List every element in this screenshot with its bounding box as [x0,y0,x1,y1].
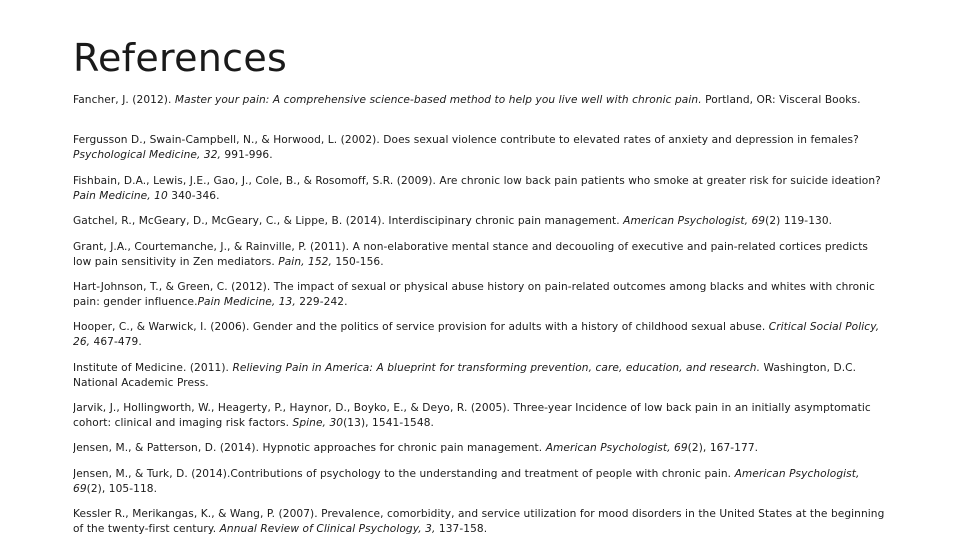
reference-item [73,280,885,320]
reference-source-title: Annual Review of Clinical Psychology, 3, [219,523,436,536]
reference-item [73,240,885,280]
reference-locator: (2) 119-130. [765,214,833,227]
reference-text: Fishbain, D.A., Lewis, J.E., Gao, J., Cole, B., & Rosomoff, S.R. (2009). Are chronic low back pain patients who smoke at greater risk for suicide ideation? [73,174,881,187]
reference-item [73,214,885,240]
reference-text: Fancher, J. (2012). [73,94,175,106]
reference-source-title: Spine, 30 [292,416,344,429]
reference-locator: (13), 1541-1548. [343,416,434,429]
reference-text: Jensen, M., & Patterson, D. (2014). Hypnotic approaches for chronic pain management. [73,442,546,455]
reference-item [73,467,885,507]
reference-locator: 467-479. [90,336,142,349]
slide-title: References [73,36,288,80]
reference-locator: (2), 167-177. [687,442,759,455]
reference-text: Grant, J.A., Courtemanche, J., & Rainville, P. (2011). A non-elaborative mental stance and decouoling of executive and pain-related cortices predicts low pain sensitivity in Zen mediators. [73,240,869,268]
reference-source-title: American Psychologist, 69 [73,467,860,495]
reference-source-title: Pain, 152, [278,255,332,268]
reference-locator: 150-156. [331,255,384,268]
reference-text: Gatchel, R., McGeary, D., McGeary, C., & Lippe, B. (2014). Interdiscipinary chronic pain management. [73,214,624,227]
reference-locator: 229-242. [295,295,348,308]
reference-source-title: American Psychologist, 69 [545,442,688,455]
reference-source-title: Pain Medicine, 10 [73,189,168,202]
reference-item [73,507,885,547]
reference-text: Jarvik, J., Hollingworth, W., Heagerty, P., Haynor, D., Boyko, E., & Deyo, R. (2005). Three-year Incidence of low back pain in an initially asymptomatic cohort: clinical and imaging risk factors. [73,401,871,429]
reference-locator: 991-996. [220,149,273,162]
reference-source-title: American Psychologist, 69 [623,214,766,227]
reference-source-title: Critical Social Policy, 26, [73,321,880,349]
reference-source-title: Relieving Pain in America: A blueprint for transforming prevention, care, education, and research. [232,361,761,374]
reference-item [73,361,885,401]
reference-locator: 340-346. [167,189,220,202]
reference-list [73,93,885,548]
reference-text: Fergusson D., Swain-Campbell, N., & Horwood, L. (2002). Does sexual violence contribute to elevated rates of anxiety and depression in females? [73,134,859,147]
reference-text: Institute of Medicine. (2011). [73,361,233,374]
reference-locator: Portland, OR: Visceral Books. [701,94,861,106]
reference-source-title: Psychological Medicine, 32, [73,149,221,162]
reference-locator: 137-158. [435,523,488,536]
reference-source-title: Master your pain: A comprehensive science-based method to help you live well with chronic pain. [174,94,702,106]
reference-locator: (2), 105-118. [86,482,158,495]
reference-item [73,320,885,360]
reference-source-title: Pain Medicine, 13, [197,295,296,308]
reference-text: Kessler R., Merikangas, K., & Wang, P. (2007). Prevalence, comorbidity, and service utilization for mood disorders in the United States at the beginning of the twenty-first century. [73,508,885,536]
reference-text: Hart-Johnson, T., & Green, C. (2012). The impact of sexual or physical abuse history on pain-related outcomes among blacks and whites with chronic pain: gender influence. [73,280,875,308]
reference-locator: Washington, D.C. National Academic Press. [73,361,857,389]
reference-item [73,174,885,214]
reference-text: Jensen, M., & Turk, D. (2014).Contributions of psychology to the understanding and treatment of people with chronic pain. [73,467,735,480]
reference-item [73,441,885,467]
reference-item [73,133,885,173]
reference-text: Hooper, C., & Warwick, I. (2006). Gender and the politics of service provision for adults with a history of childhood sexual abuse. [73,321,769,334]
reference-item [73,401,885,441]
reference-item [73,93,885,133]
